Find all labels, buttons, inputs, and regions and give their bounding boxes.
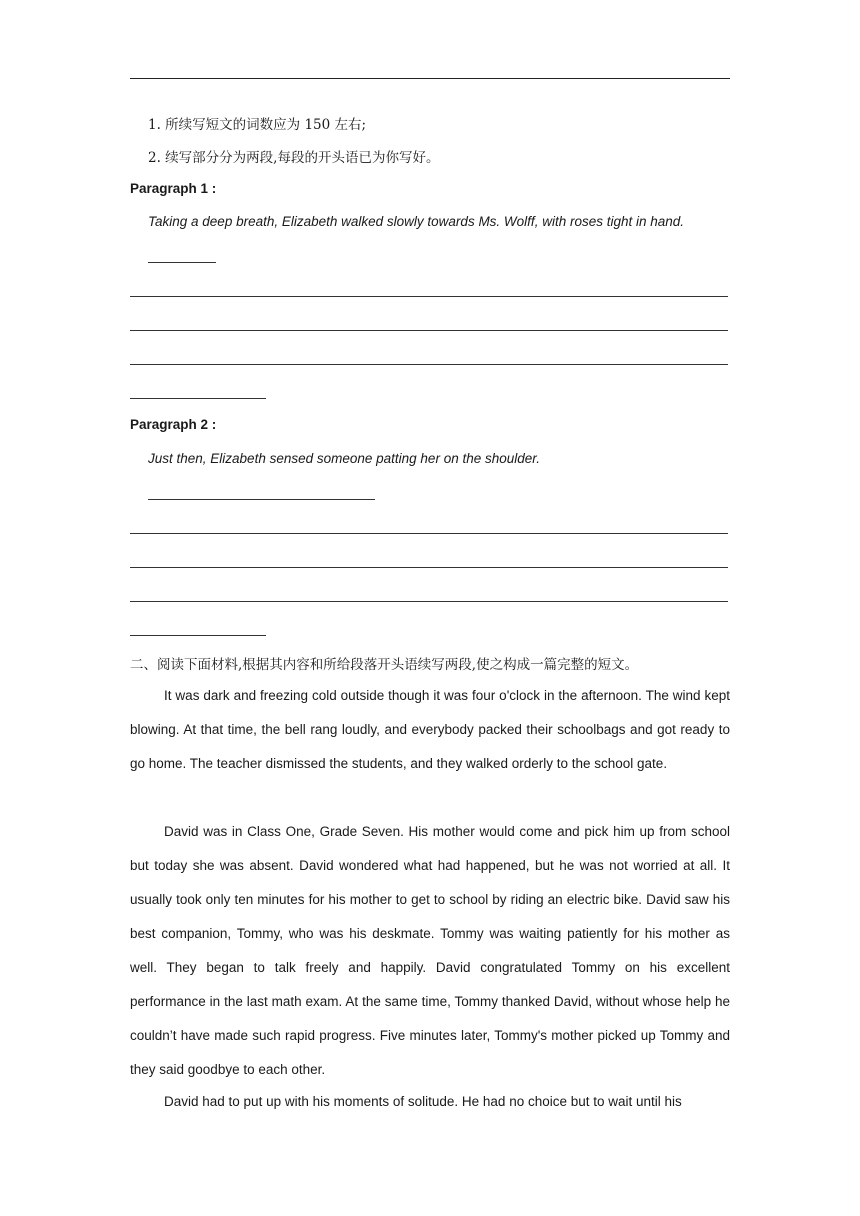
writing-line [130, 330, 728, 331]
story-paragraph-3: David had to put up with his moments of solitude. He had no choice but to wait until his [164, 1094, 682, 1109]
writing-line [130, 635, 266, 636]
story-paragraph-1: It was dark and freezing cold outside though it was four o'clock in the afternoon. The wind kept blowing. At that time, the bell rang loudly, and everybody packed their schoolbags and got ready to go home. The teacher dismissed the students, and they walked orderly to the school gate. [130, 688, 730, 771]
instruction-item-1: 1. 所续写短文的词数应为 150 左右; [148, 117, 367, 133]
writing-line [130, 601, 728, 602]
writing-line [130, 567, 728, 568]
writing-blank [148, 262, 216, 263]
paragraph-2-opening: Just then, Elizabeth sensed someone patting her on the shoulder. [148, 451, 541, 466]
section-2-heading: 二、阅读下面材料,根据其内容和所给段落开头语续写两段,使之构成一篇完整的短文。 [130, 657, 639, 673]
writing-line [130, 533, 728, 534]
paragraph-2-label: Paragraph 2 : [130, 417, 217, 432]
header-rule [130, 78, 730, 79]
instruction-item-2: 2. 续写部分分为两段,每段的开头语已为你写好。 [148, 150, 440, 166]
writing-line [130, 398, 266, 399]
story-paragraph-2: David was in Class One, Grade Seven. His mother would come and pick him up from school but today she was absent. David wondered what had happened, but he was not worried at all. It usually took only ten minutes for his mother to get to school by riding an electric bike. David saw his best companion, Tommy, who was his deskmate. Tommy was waiting patiently for his mother as well. They began to talk freely and happily. David congratulated Tommy on his excellent performance in the last math exam. At the same time, Tommy thanked David, without whose help he couldn’t have made such rapid progress. Five minutes later, Tommy's mother picked up Tommy and they said goodbye to each other. [130, 824, 730, 1077]
paragraph-1-label: Paragraph 1 : [130, 181, 217, 196]
paragraph-1-opening: Taking a deep breath, Elizabeth walked slowly towards Ms. Wolff, with roses tight in hand. [148, 214, 685, 229]
writing-line [130, 364, 728, 365]
writing-line [130, 296, 728, 297]
writing-blank [148, 499, 375, 500]
